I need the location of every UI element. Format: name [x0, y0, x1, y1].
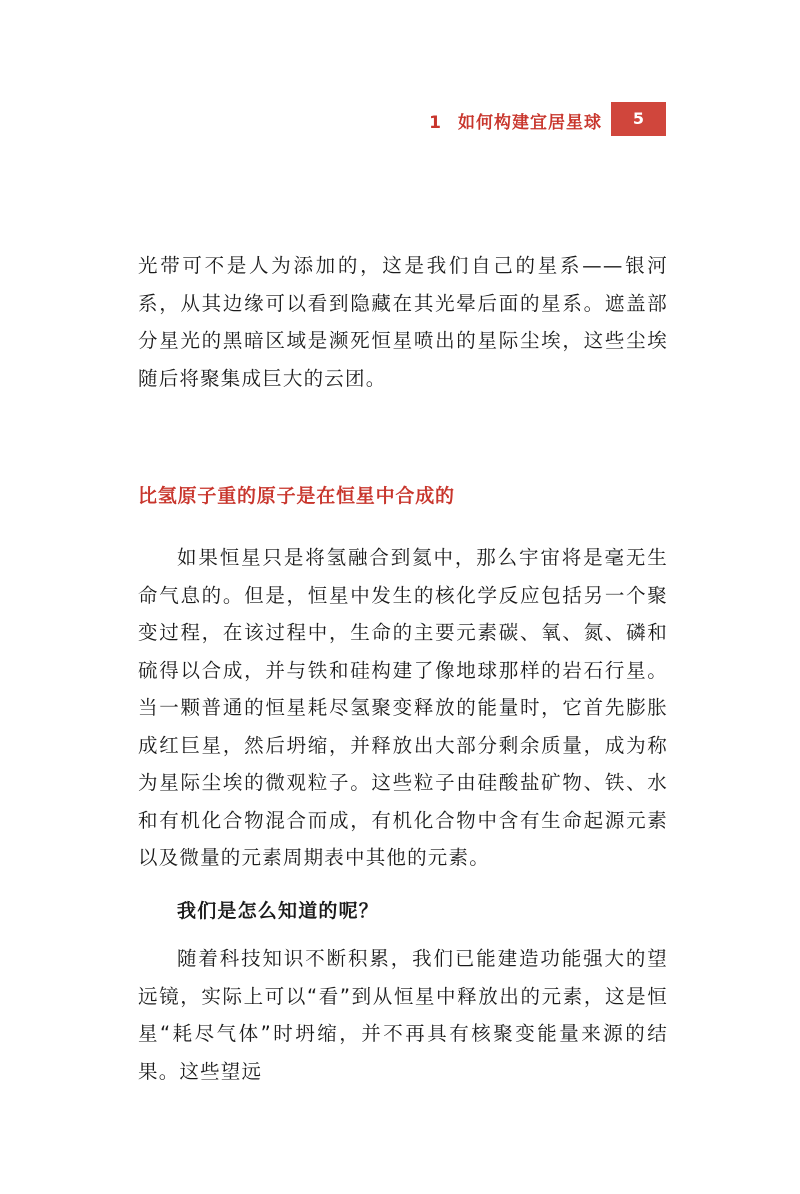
paragraph-3: 随着科技知识不断积累，我们已能建造功能强大的望远镜，实际上可以“看”到从恒星中释放出的元素，这是恒星“耗尽气体”时坍缩，并不再具有核聚变能量来源的结果。这些望远	[138, 947, 668, 1083]
section-heading: 比氢原子重的原子是在恒星中合成的	[138, 485, 455, 507]
chapter-title: 如何构建宜居星球	[458, 113, 602, 133]
chapter-number: 1	[429, 113, 442, 133]
chapter-label	[429, 108, 602, 133]
paragraph-2: 如果恒星只是将氢融合到氦中，那么宇宙将是毫无生命气息的。但是，恒星中发生的核化学反应包括另一个聚变过程，在该过程中，生命的主要元素碳、氧、氮、磷和硫得以合成，并与铁和硅构建了像地球那样的岩石行星。当一颗普通的恒星耗尽氢聚变释放的能量时，它首先膨胀成红巨星，然后坍缩，并释放出大部分剩余质量，成为称为星际尘埃的微观粒子。这些粒子由硅酸盐矿物、铁、水和有机化合物混合而成，有机化合物中含有生命起源元素以及微量的元素周期表中其他的元素。	[138, 546, 668, 869]
page-number: 5	[611, 102, 666, 136]
running-head	[0, 102, 800, 138]
subheading: 我们是怎么知道的呢？	[177, 900, 380, 922]
paragraph-1: 光带可不是人为添加的，这是我们自己的星系——银河系，从其边缘可以看到隐藏在其光晕后面的星系。遮盖部分星光的黑暗区域是濒死恒星喷出的星际尘埃，这些尘埃随后将聚集成巨大的云团。	[138, 254, 668, 390]
